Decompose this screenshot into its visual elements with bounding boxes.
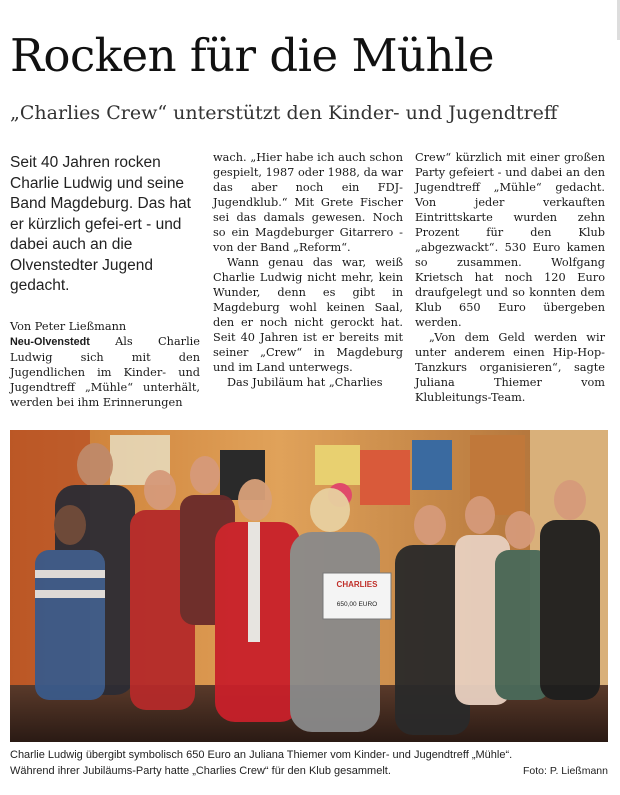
body-paragraph: wach. „Hier habe ich auch schon gespielt, 1987 oder 1988, da war das aber noch ein FDJ-Jugendklub.“ Mit Grete Fischer sei das damals gewesen. Noch so ein Magdeburger Gitarrero - von der Band „Reform“. — [213, 151, 403, 254]
photo-credit: Foto: P. Ließmann — [522, 765, 608, 777]
group-photo — [10, 430, 608, 742]
article-column-2 — [213, 150, 403, 390]
body-paragraph: Das Jubiläum hat „Charlies — [227, 376, 383, 389]
body-paragraph: Crew“ kürzlich mit einer großen Party gefeiert - und dabei an den Jugendtreff „Mühle“ gedacht. Von jeder verkauften Eintrittskarte wurden zehn Prozent für den Klub „abgezwackt“. 530 Euro kamen so zusammen. Wolfgang Krietsch hat noch 120 Euro draufgelegt und so konnten dem Klub 650 Euro übergeben werden. — [415, 151, 605, 329]
cheque-title: CHARLIES — [336, 580, 378, 589]
article-intro: Seit 40 Jahren rocken Charlie Ludwig und seine Band Magdeburg. Das hat er kürzlich gefei-ert - und dabei auch an die Olvenstedter Jugend gedacht. — [10, 154, 191, 294]
body-paragraph: „Von dem Geld werden wir unter anderem einen Hip-Hop-Tanzkurs organisieren“, sagte Juliana Thiemer vom Klubleitungs-Team. — [415, 331, 605, 404]
article-column-1 — [10, 153, 200, 410]
article-subline: „Charlies Crew“ unterstützt den Kinder- und Jugendtreff — [10, 102, 558, 124]
photo-illustration — [10, 430, 608, 742]
caption-line-1: Charlie Ludwig übergibt symbolisch 650 Euro an Juliana Thiemer vom Kinder- und Jugendtreff „Mühle“. — [10, 749, 513, 761]
article-column-3 — [415, 150, 605, 405]
body-text: Als Charlie Ludwig sich mit den Jugendlichen im Kinder- und Jugendtreff „Mühle“ unterhält, werden bei ihm Erinnerungen — [10, 334, 200, 409]
photo-caption — [10, 747, 610, 779]
cheque-amount: 650,00 EURO — [336, 601, 378, 608]
dateline: Neu-Olvenstedt — [10, 335, 90, 348]
caption-line-2: Während ihrer Jubiläums-Party hatte „Charlies Crew“ für den Klub gesammelt. — [10, 765, 391, 777]
author-byline: Von Peter Ließmann — [10, 319, 127, 333]
article-headline: Rocken für die Mühle — [10, 29, 495, 82]
body-paragraph: Wann genau das war, weiß Charlie Ludwig nicht mehr, kein Wunder, denn es gibt in Magdeburg wohl keinen Saal, den er noch nicht gerockt hat. Seit 40 Jahren ist er bereits mit seiner „Crew“ in Magdeburg und im Land unterwegs. — [213, 256, 403, 374]
